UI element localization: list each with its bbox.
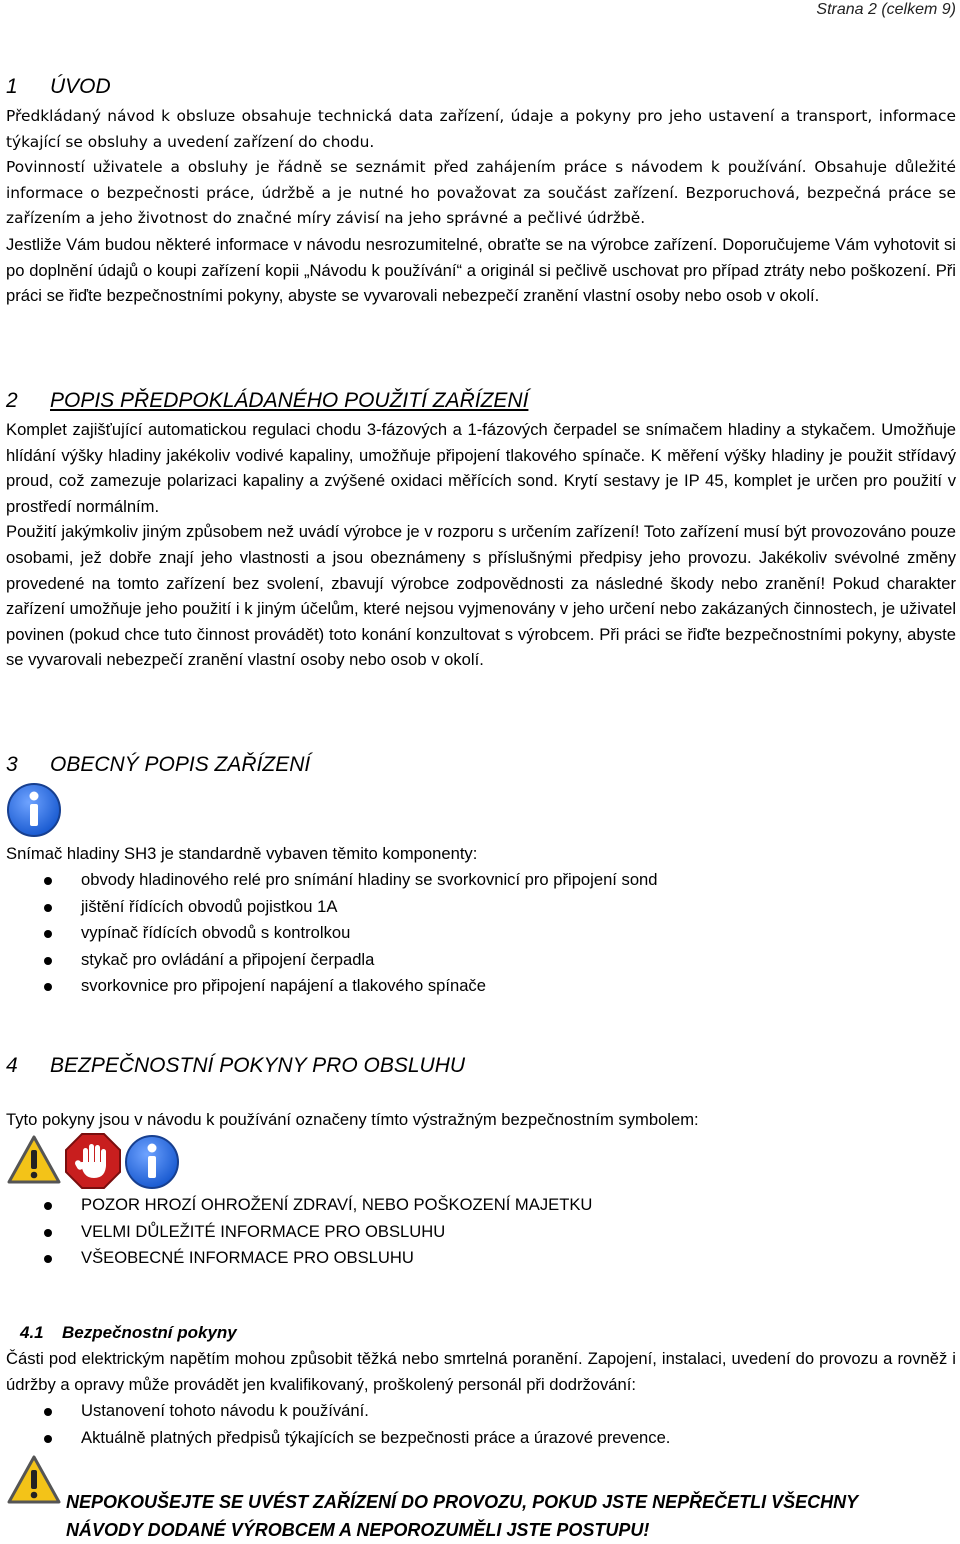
section-title: POPIS PŘEDPOKLÁDANÉHO POUŽITÍ ZAŘÍZENÍ <box>50 389 529 412</box>
section-number: 4 <box>6 1054 18 1077</box>
bullet <box>44 1255 52 1263</box>
section-1-note <box>6 232 956 309</box>
component-list <box>6 867 658 1000</box>
symbol-meaning-list <box>6 1192 592 1272</box>
list-item: svorkovnice pro připojení napájení a tlakového spínače <box>6 973 658 1000</box>
paragraph: Snímač hladiny SH3 je standardně vybaven těmito komponenty: <box>6 844 478 863</box>
list-item: POZOR HROZÍ OHROŽENÍ ZDRAVÍ, NEBO POŠKOZENÍ MAJETKU <box>6 1192 592 1219</box>
paragraph: Povinností uživatele a obsluhy je řádně se seznámit před zahájením práce s návodem k používání. Obsahuje důležité informace o bezpečnosti práce, údržbě a je nutné ho považovat za součást zařízení. Bezporuchová, bezpečná práce se zařízením a jeho životnost do značné míry závisí na jeho správné a pečlivé údržbě. <box>6 158 956 228</box>
section-number: 3 <box>6 753 18 776</box>
warning-line: NEPOKOUŠEJTE SE UVÉST ZAŘÍZENÍ DO PROVOZU, POKUD JSTE NEPŘEČETLI VŠECHNY <box>66 1492 859 1512</box>
paragraph: Části pod elektrickým napětím mohou způsobit těžká nebo smrtelná poranění. Zapojení, instalaci, uvedení do provozu a rovněž i údržby a opravy může provádět jen kvalifikovaný, proškolený personál při dodržování: <box>6 1349 956 1394</box>
paragraph: Jestliže Vám budou některé informace v návodu nesrozumitelné, obraťte se na výrobce zařízení. Doporučujeme Vám vyhotovit si po doplnění údajů o koupi zařízení kopii „Návodu k používání“ a originál si pečlivě uschovat pro případ ztráty nebo poškození. Při práci se řiďte bezpečnostními pokyny, abyste se vyvarovali nebezpečí zranění vlastní osoby nebo osob v okolí. <box>6 235 956 306</box>
warning-icon <box>6 1134 62 1191</box>
bullet <box>44 957 52 965</box>
list-item: VELMI DŮLEŽITÉ INFORMACE PRO OBSLUHU <box>6 1219 592 1246</box>
requirements-list <box>6 1398 670 1451</box>
bullet <box>44 983 52 991</box>
section-number: 4.1 <box>20 1323 44 1342</box>
section-2-body <box>6 417 956 673</box>
section-title: Bezpečnostní pokyny <box>62 1323 237 1342</box>
list-item: Aktuálně platných předpisů týkajících se bezpečnosti práce a úrazové prevence. <box>6 1425 670 1452</box>
paragraph: Tyto pokyny jsou v návodu k používání označeny tímto výstražným bezpečnostním symbolem: <box>6 1110 699 1129</box>
warning-icon <box>6 1454 62 1511</box>
section-title: BEZPEČNOSTNÍ POKYNY PRO OBSLUHU <box>50 1054 466 1077</box>
warning-line: NÁVODY DODANÉ VÝROBCEM A NEPOROZUMĚLI JSTE POSTUPU! <box>66 1520 650 1540</box>
paragraph: Komplet zajišťující automatickou regulaci chodu 3-fázových a 1-fázových čerpadel se snímačem hladiny a stykačem. Umožňuje hlídání výšky hladiny jakékoliv vodivé kapaliny, umožňuje připojení tlakového spínače. K měření výšky hladiny je použit střídavý proud, což zamezuje polarizaci kapaliny a zvýšené oxidaci měřících sond. Krytí sestavy je IP 45, komplet je určen pro použití v prostředí normálním. <box>6 420 956 516</box>
list-item: stykač pro ovládání a připojení čerpadla <box>6 947 658 974</box>
warning-message <box>66 1488 858 1544</box>
stop-hand-icon <box>64 1132 122 1195</box>
subsection-4-1-body <box>6 1346 956 1397</box>
section-4-heading <box>6 1053 465 1079</box>
section-1-body <box>6 104 956 232</box>
section-1-heading <box>6 74 111 100</box>
list-item: Ustanovení tohoto návodu k používání. <box>6 1398 670 1425</box>
bullet <box>44 877 52 885</box>
paragraph: Předkládaný návod k obsluze obsahuje technická data zařízení, údaje a pokyny pro jeho ustavení a transport, informace týkající se obsluhy a uvedení zařízení do chodu. <box>6 107 956 151</box>
info-icon <box>6 782 62 843</box>
section-2-heading <box>6 388 528 414</box>
info-icon <box>124 1134 180 1195</box>
bullet <box>44 904 52 912</box>
bullet <box>44 1435 52 1443</box>
list-item: jištění řídících obvodů pojistkou 1A <box>6 894 658 921</box>
section-3-intro <box>6 841 956 867</box>
bullet <box>44 1408 52 1416</box>
bullet <box>44 1202 52 1210</box>
bullet <box>44 930 52 938</box>
section-3-heading <box>6 752 310 778</box>
page-number: Strana 2 (celkem 9) <box>816 1 956 18</box>
section-title: OBECNÝ POPIS ZAŘÍZENÍ <box>50 753 311 776</box>
section-4-intro <box>6 1107 956 1133</box>
subsection-4-1-heading <box>20 1322 237 1344</box>
paragraph: Použití jakýmkoliv jiným způsobem než uvádí výrobce je v rozporu s určením zařízení! Toto zařízení musí být provozováno pouze osobami, jež dobře znají jeho vlastnosti a jsou obeznámeny s příslušnými předpisy jeho provozu. Jakékoliv svévolné změny provedené na tomto zařízení bez svolení, zbavují výrobce zodpovědnosti za následné škody nebo zranění! Pokud charakter zařízení umožňuje jeho použití i k jiným účelům, které nejsou vyjmenovány v jeho určení nebo zakázaných činnostech, je uživatel povinen (pokud chce tuto činnost provádět) toto konání konzultovat s výrobcem. Při práci se řiďte bezpečnostními pokyny, abyste se vyvarovali nebezpečí zranění vlastní osoby nebo osob v okolí. <box>6 522 956 670</box>
list-item: obvody hladinového relé pro snímání hladiny se svorkovnicí pro připojení sond <box>6 867 658 894</box>
list-item: VŠEOBECNÉ INFORMACE PRO OBSLUHU <box>6 1245 592 1272</box>
section-number: 1 <box>6 75 18 98</box>
bullet <box>44 1229 52 1237</box>
section-title: ÚVOD <box>50 75 111 98</box>
list-item: vypínač řídících obvodů s kontrolkou <box>6 920 658 947</box>
section-number: 2 <box>6 389 18 412</box>
